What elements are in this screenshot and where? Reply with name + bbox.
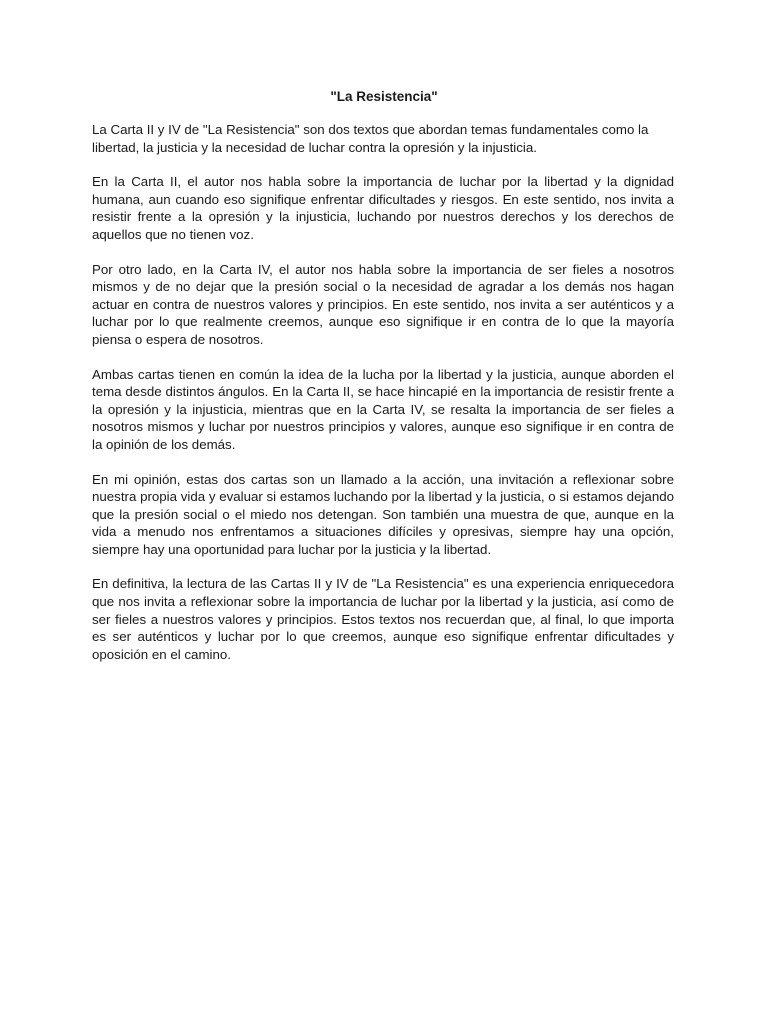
paragraph-opinion: En mi opinión, estas dos cartas son un llamado a la acción, una invitación a reflexionar sobre nuestra propia vida y evaluar si estamos luchando por la libertad y la justicia, o si estamos dejando que la presión social o el miedo nos detengan. Son también una muestra de que, aunque en la vida a menudo nos enfrentamos a situaciones difíciles y opresivas, siempre hay una opción, siempre hay una oportunidad para luchar por la justicia y la libertad.	[92, 471, 674, 557]
paragraph-conclusion: En definitiva, la lectura de las Cartas II y IV de "La Resistencia" es una experiencia enriquecedora que nos invita a reflexionar sobre la importancia de luchar por la libertad y la justicia, así como de ser fieles a nuestros valores y principios. Estos textos nos recuerdan que, al final, lo que importa es ser auténticos y luchar por lo que creemos, aunque eso signifique enfrentar dificultades y oposición en el camino.	[92, 576, 674, 662]
paragraph-comparison: Ambas cartas tienen en común la idea de la lucha por la libertad y la justicia, aunque aborden el tema desde distintos ángulos. En la Carta II, se hace hincapié en la importancia de resistir frente a la opresión y la injusticia, mientras que en la Carta IV, se resalta la importancia de ser fieles a nosotros mismos y luchar por nuestros principios y valores, aunque eso signifique ir en contra de la opinión de los demás.	[92, 366, 674, 452]
paragraph-carta-ii: En la Carta II, el autor nos habla sobre la importancia de luchar por la libertad y la dignidad humana, aun cuando eso signifique enfrentar dificultades y riesgos. En este sentido, nos invita a resistir frente a la opresión y la injusticia, luchando por nuestros derechos y los derechos de aquellos que no tienen voz.	[92, 174, 674, 242]
paragraph-carta-iv: Por otro lado, en la Carta IV, el autor nos habla sobre la importancia de ser fieles a nosotros mismos y de no dejar que la presión social o la necesidad de agradar a los demás nos hagan actuar en contra de nuestros valores y principios. En este sentido, nos invita a ser auténticos y a luchar por lo que realmente creemos, aunque eso signifique ir en contra de lo que la mayoría piensa o espera de nosotros.	[92, 261, 674, 347]
document-body	[92, 121, 674, 680]
document-title: "La Resistencia"	[330, 89, 438, 104]
paragraph-intro: La Carta II y IV de "La Resistencia" son dos textos que abordan temas fundamentales como la libertad, la justicia y la necesidad de luchar contra la opresión y la injusticia.	[92, 122, 649, 155]
